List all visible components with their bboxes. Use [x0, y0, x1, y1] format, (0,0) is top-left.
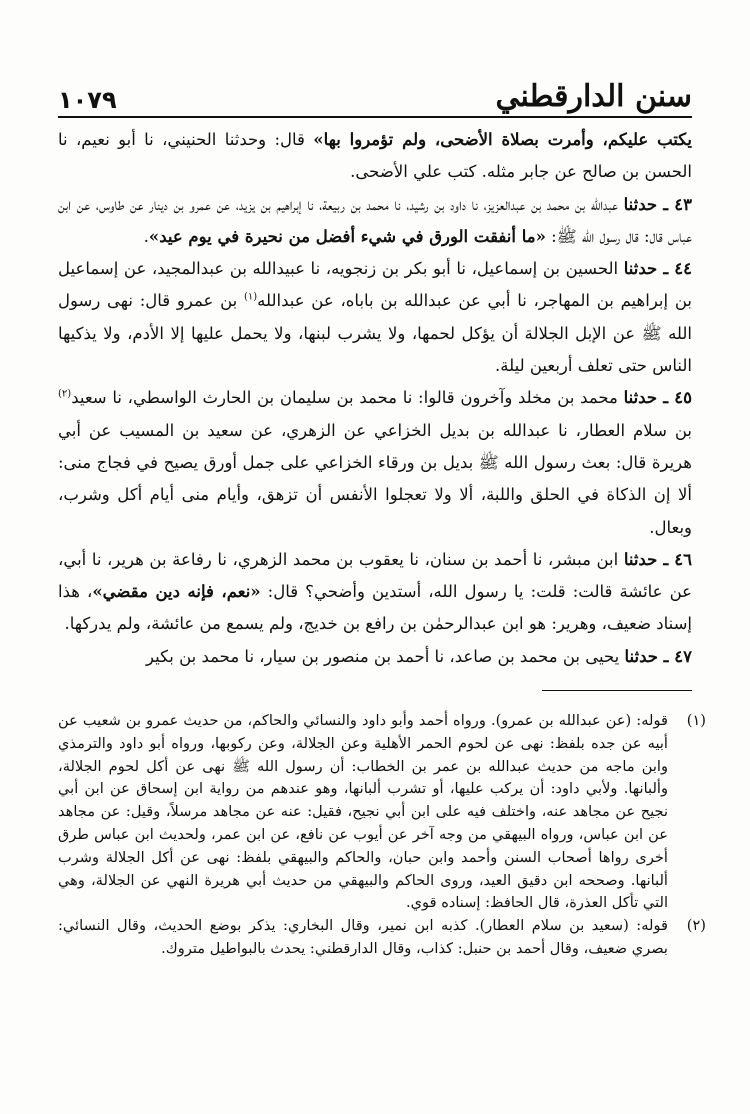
hadith-number: ٤٧ ـ: [657, 646, 692, 666]
narration-text: ابن مبشر، نا أحمد بن سنان، نا يعقوب بن محمد الزهري، نا رفاعة بن هرير، نا أبي، عن عائشة قالت: قلت: يا رسول الله، أستدين وأضحي؟ قال:: [58, 549, 692, 602]
book-title: سنن الدارقطني: [495, 79, 692, 114]
footnote-text: قوله: (سعيد بن سلام العطار). كذبه ابن نمير، وقال البخاري: يذكر بوضع الحديث، وقال النسائي: بصري ضعيف، وقال أحمد بن حنبل: كذاب، وقال الدارقطني: يحدث بالبواطيل متروك.: [58, 917, 668, 957]
narration-lead: حدثنا: [623, 194, 658, 214]
main-text: [58, 124, 692, 673]
prophetic-text: يكتب عليكم، وأمرت بصلاة الأضحى، ولم تؤمروا بها»: [313, 130, 692, 149]
footnote-ref[interactable]: (٢): [58, 388, 72, 400]
narration-text: ، هذا إسناد ضعيف، وهرير: هو ابن عبدالرحمٰن بن رافع بن خديج، ولم يسمع من عائشة، ولم يدركها.: [58, 582, 692, 634]
narration-text: عبدالله بن محمد بن عبدالعزيز، نا داود بن رشيد، نا محمد بن ربيعة، نا إبراهيم بن يزيد، عن عمرو بن دينار عن طاوس، عن ابن عباس قال: قال رسول الله ﷺ:: [58, 194, 692, 246]
hadith-paragraph: [58, 253, 692, 382]
hadith-paragraph: [58, 189, 692, 254]
hadith-paragraph: [58, 641, 692, 673]
page-number: ١٠٧٩: [58, 86, 117, 114]
footnote-separator: [542, 690, 692, 691]
text-paragraph: [58, 124, 692, 189]
narration-text: يحيى بن محمد بن صاعد، نا أحمد بن منصور بن سيار، نا محمد بن بكير: [146, 646, 625, 666]
hadith-number: ٤٦ ـ: [657, 549, 693, 569]
footnotes: [58, 710, 706, 961]
narration-text: الحسين بن إسماعيل، نا أبو بكر بن زنجويه، نا عبيدالله بن عبدالمجيد، عن إسماعيل بن إبراهيم بن المهاجر، نا أبي عن عبدالله بن باباه، عن عبدالله: [58, 259, 692, 311]
footnote-mark: (١): [686, 712, 706, 729]
narration-text: بن عمرو قال: نهى رسول الله ﷺ عن الإبل الجلالة أن يؤكل لحمها، ولا يشرب لبنها، ولا يحمل عليها إلا الأدم، ولا يذكيها الناس حتى تعلف أربعين ليلة.: [58, 291, 692, 376]
footnote: [58, 710, 706, 915]
prophetic-text: «ما أنفقت الورق في شيء أفضل من نحيرة في يوم عيد»: [148, 226, 546, 246]
narration-text: قال: وحدثنا الحنيني، نا أبو نعيم، نا الحسن بن صالح عن جابر مثله. كتب علي الأضحى.: [58, 130, 692, 182]
narration-text: بن سلام العطار، نا عبدالله بن بديل الخزاعي عن الزهري، عن سعيد بن المسيب عن أبي هريرة قال: بعث رسول الله ﷺ بديل بن ورقاء الخزاعي على جمل أورق يصيح في فجاج منى: ألا إن الذكاة في الحلق واللبة، ألا ولا تعجلوا الأنفس أن تزهق، وأيام منى أيام أكل وشرب، وبعال.: [58, 420, 692, 537]
narration-lead: حدثنا: [624, 646, 658, 666]
header-rule: [58, 116, 692, 118]
hadith-number: ٤٥ ـ: [657, 388, 692, 408]
hadith-number: ٤٣ ـ: [657, 194, 692, 214]
narration-lead: حدثنا: [623, 549, 658, 569]
narration-lead: حدثنا: [623, 388, 658, 408]
footnote-mark: (٢): [686, 917, 706, 935]
narration-lead: حدثنا: [623, 259, 658, 279]
prophetic-text: «نعم، فإنه دين مقضي»: [92, 582, 261, 602]
footnote-text: قوله: (عن عبدالله بن عمرو). ورواه أحمد وأبو داود والنسائي والحاكم، من حديث عمرو بن شعيب عن أبيه عن جده بلفظ: نهى عن لحوم الحمر الأهلية وعن الجلالة، وعن ركوبها، ورواه أبو داود والترمذي وابن ماجه من حديث عبدالله بن عمر بن الخطاب: أن رسول الله ﷺ نهى عن أكل لحوم الجلالة، وألبانها. ولأبي داود: أن يركب عليها، أو تشرب ألبانها، وهو عندهم من رواية ابن إسحاق عن ابن أبي نجيح عن مجاهد عنه، واختلف فيه على ابن أبي نجيح، فقيل: عنه عن مجاهد مرسلاً، وقيل: عن مجاهد عن ابن عباس، ورواه البيهقي من وجه آخر عن أيوب عن نافع، عن ابن عمر، ولحديث ابن عباس طرق أخرى رواها أصحاب السنن وأحمد وابن حبان، والحاكم والبيهقي بلفظ: نهى عن أكل الجلالة وشرب ألبانها. وصححه ابن دقيق العيد، وروى الحاكم والبيهقي من حديث أبي هريرة النهي عن الجلالة، وهي التي تأكل العذرة، قال الحافظ: إسناده قوي.: [58, 712, 668, 912]
hadith-paragraph: [58, 382, 692, 543]
hadith-number: ٤٤ ـ: [657, 259, 692, 279]
footnote: [58, 915, 706, 961]
narration-text: محمد بن مخلد وآخرون قالوا: نا محمد بن سليمان بن الحارث الواسطي، نا سعيد: [71, 388, 624, 408]
hadith-paragraph: [58, 544, 692, 641]
footnote-ref[interactable]: (١): [243, 291, 258, 303]
page-header: [58, 68, 692, 112]
narration-text: .: [143, 226, 149, 246]
